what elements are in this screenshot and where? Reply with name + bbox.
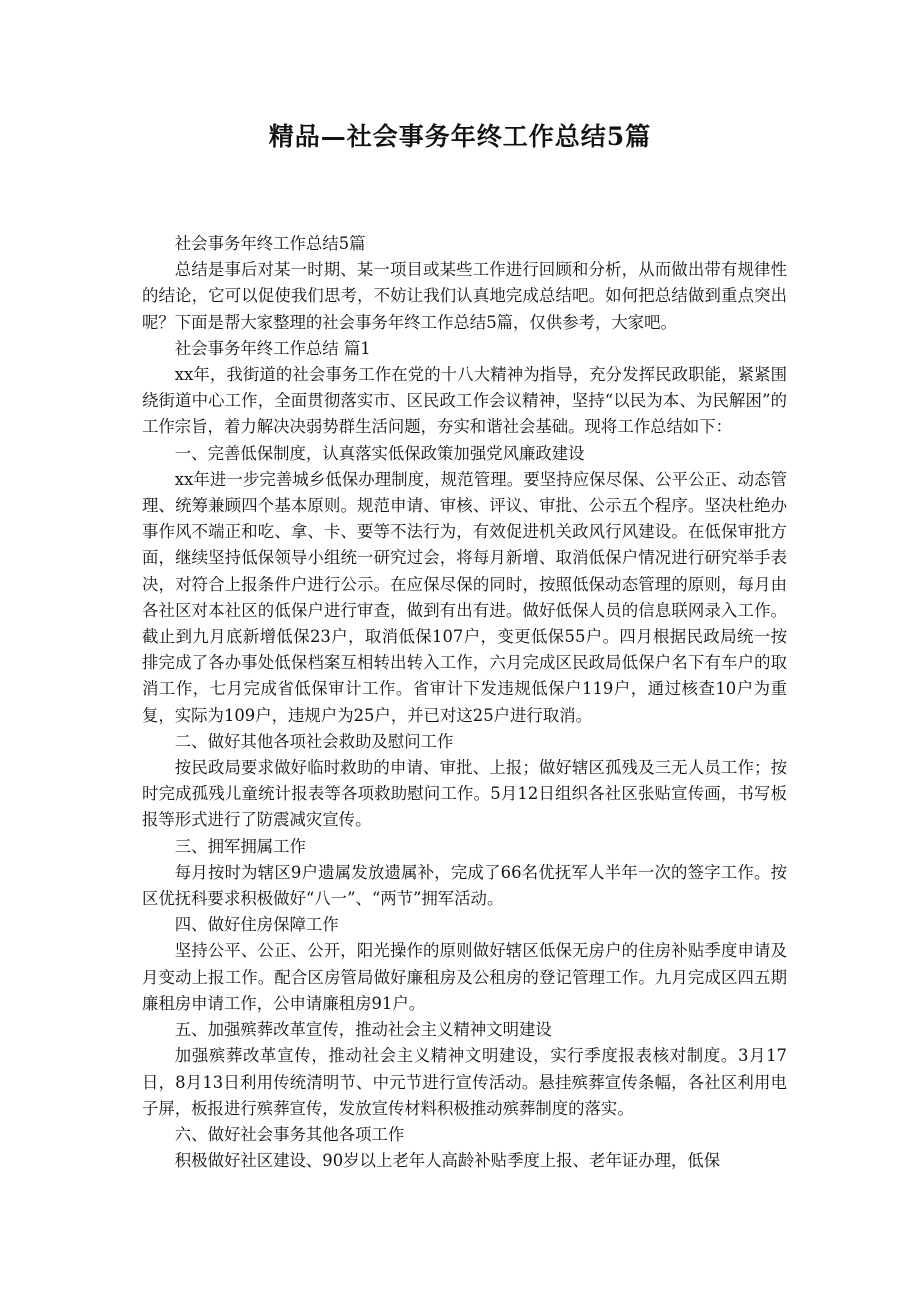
- paragraph: xx年进一步完善城乡低保办理制度，规范管理。要坚持应保尽保、公平公正、动态管理、统筹兼顾四个基本原则。规范申请、审核、评议、审批、公示五个程序。坚决杜绝办事作风不端正和吃、拿、卡、要等不法行为，有效促进机关政风行风建设。在低保审批方面，继续坚持低保领导小组统一研究过会，将每月新增、取消低保户情况进行研究举手表决，对符合上报条件户进行公示。在应保尽保的同时，按照低保动态管理的原则，每月由各社区对本社区的低保户进行审查，做到有出有进。做好低保人员的信息联网录入工作。截止到九月底新增低保23户，取消低保107户，变更低保55户。四月根据民政局统一按排完成了各办事处低保档案互相转出转入工作，六月完成区民政局低保户名下有车户的取消工作，七月完成省低保审计工作。省审计下发违规低保户119户，通过核查10户为重复，实际为109户，违规户为25户，并已对这25户进行取消。: [142, 469, 787, 725]
- section-heading: 六、做好社会事务其他各项工作: [174, 1124, 405, 1144]
- paragraph: 坚持公平、公正、公开，阳光操作的原则做好辖区低保无房户的住房补贴季度申请及月变动上报工作。配合区房管局做好廉租房及公租房的登记管理工作。九月完成区四五期廉租房申请工作，公申请廉租房91户。: [142, 941, 787, 1013]
- section-heading: 一、完善低保制度，认真落实低保政策加强党风廉政建设: [174, 443, 585, 463]
- paragraph: 社会事务年终工作总结 篇1: [174, 338, 371, 358]
- section-heading: 二、做好其他各项社会救助及慰问工作: [174, 731, 454, 751]
- paragraph: 按民政局要求做好临时救助的申请、审批、上报；做好辖区孤残及三无人员工作；按时完成孤残儿童统计报表等各项救助慰问工作。5月12日组织各社区张贴宣传画，书写板报等形式进行了防震减灾宣传。: [142, 758, 787, 830]
- section-heading: 五、加强殡葬改革宣传，推动社会主义精神文明建设: [174, 1020, 552, 1040]
- document-title: 精品—社会事务年终工作总结5篇: [268, 122, 652, 151]
- paragraph: xx年，我街道的社会事务工作在党的十八大精神为指导，充分发挥民政职能，紧紧围绕街道中心工作，全面贯彻落实市、区民政工作会议精神，坚持“以民为本、为民解困”的工作宗旨，着力解决决弱势群生活问题，夯实和谐社会基础。现将工作总结如下：: [142, 365, 787, 437]
- paragraph: 积极做好社区建设、90岁以上老年人高龄补贴季度上报、老年证办理，低保: [174, 1151, 721, 1171]
- paragraph: 总结是事后对某一时期、某一项目或某些工作进行回顾和分析，从而做出带有规律性的结论，它可以促使我们思考，不妨让我们认真地完成总结吧。如何把总结做到重点突出呢？下面是帮大家整理的社会事务年终工作总结5篇，仅供参考，大家吧。: [142, 260, 787, 332]
- paragraph: 社会事务年终工作总结5篇: [174, 234, 366, 253]
- section-heading: 四、做好住房保障工作: [174, 915, 339, 935]
- document-body: [142, 231, 787, 1174]
- section-heading: 三、拥军拥属工作: [174, 836, 306, 856]
- paragraph: 每月按时为辖区9户遗属发放遗属补，完成了66名优抚军人半年一次的签字工作。按区优抚科要求积极做好“八一”、“两节”拥军活动。: [142, 862, 787, 909]
- paragraph: 加强殡葬改革宣传，推动社会主义精神文明建设，实行季度报表核对制度。3月17日，8月13日利用传统清明节、中元节进行宣传活动。悬挂殡葬宣传条幅，各社区利用电子屏，板报进行殡葬宣传，发放宣传材料积极推动殡葬制度的落实。: [142, 1046, 787, 1118]
